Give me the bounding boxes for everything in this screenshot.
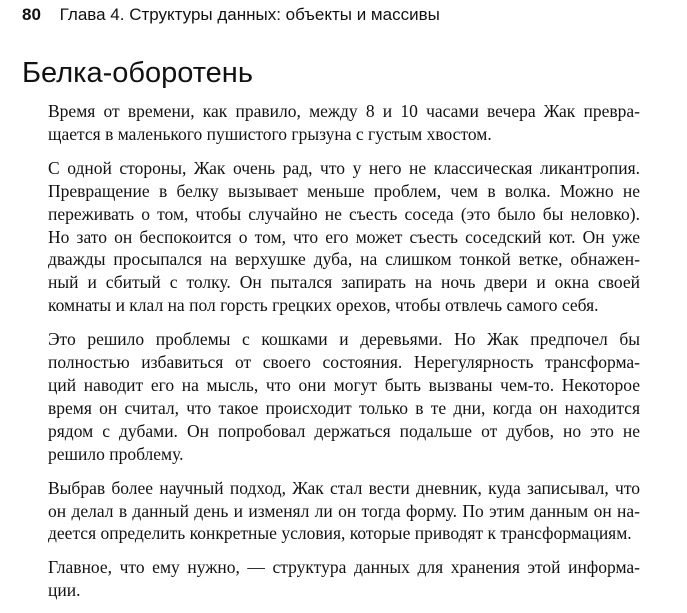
paragraph-5: [48, 556, 640, 602]
text-line: рядом с дубами. Он попробовал держаться подальше от дубов, но это не: [48, 420, 640, 441]
text-line: щается в маленького пушистого грызуна с густым хвостом.: [48, 123, 492, 144]
text-line: комнаты и клал на пол горсть грецких орехов, чтобы отвлечь самого себя.: [48, 295, 599, 316]
text-line: С одной стороны, Жак очень рад, что у него не классическая ликантропия.: [48, 157, 640, 178]
paragraph-2: [48, 157, 640, 317]
text-line: Превращение в белку вызывает меньше проблем, чем в волка. Можно не: [48, 180, 640, 201]
body-text: [48, 100, 640, 613]
paragraph-4: [48, 477, 640, 546]
text-line: дважды просыпался на верхушке дуба, на слишком тонкой ветке, обнажен-: [48, 249, 640, 270]
text-line: Выбрав более научный подход, Жак стал вести дневник, куда записывал, что: [48, 477, 640, 498]
section-title: Белка-оборотень: [22, 57, 253, 89]
text-line: решило проблему.: [48, 443, 184, 464]
text-line: он делал в данный день и изменял ли он тогда форму. По этим данным он на-: [48, 500, 640, 521]
text-line: деется определить конкретные условия, которые приводят к трансформациям.: [48, 523, 632, 544]
text-line: ций наводит его на мысль, что они могут быть вызваны чем-то. Некоторое: [48, 374, 640, 395]
text-line: полностью избавиться от своего состояния. Нерегулярность трансформа-: [48, 352, 640, 373]
text-line: Это решило проблемы с кошками и деревьями. Но Жак предпочел бы: [48, 329, 640, 350]
page-number: 80: [22, 5, 41, 24]
text-line: Но зато он беспокоится о том, что его может съесть соседский кот. Он уже: [48, 226, 640, 247]
text-line: Главное, что ему нужно, — структура данных для хранения этой информа-: [48, 557, 640, 578]
text-line: переживать о том, чтобы случайно не съесть соседа (это было бы неловко).: [48, 203, 640, 224]
text-line: время он считал, что такое происходит только в те дни, когда он находится: [48, 397, 640, 418]
running-head: [22, 2, 662, 28]
text-line: Время от времени, как правило, между 8 и 10 часами вечера Жак превра-: [48, 101, 640, 121]
paragraph-1: [48, 100, 640, 146]
chapter-title: Глава 4. Структуры данных: объекты и массивы: [59, 5, 440, 24]
text-line: ный и сбитый с толку. Он пытался запирать на ночь двери и окна своей: [48, 272, 640, 293]
paragraph-3: [48, 328, 640, 465]
text-line: ции.: [48, 580, 81, 601]
